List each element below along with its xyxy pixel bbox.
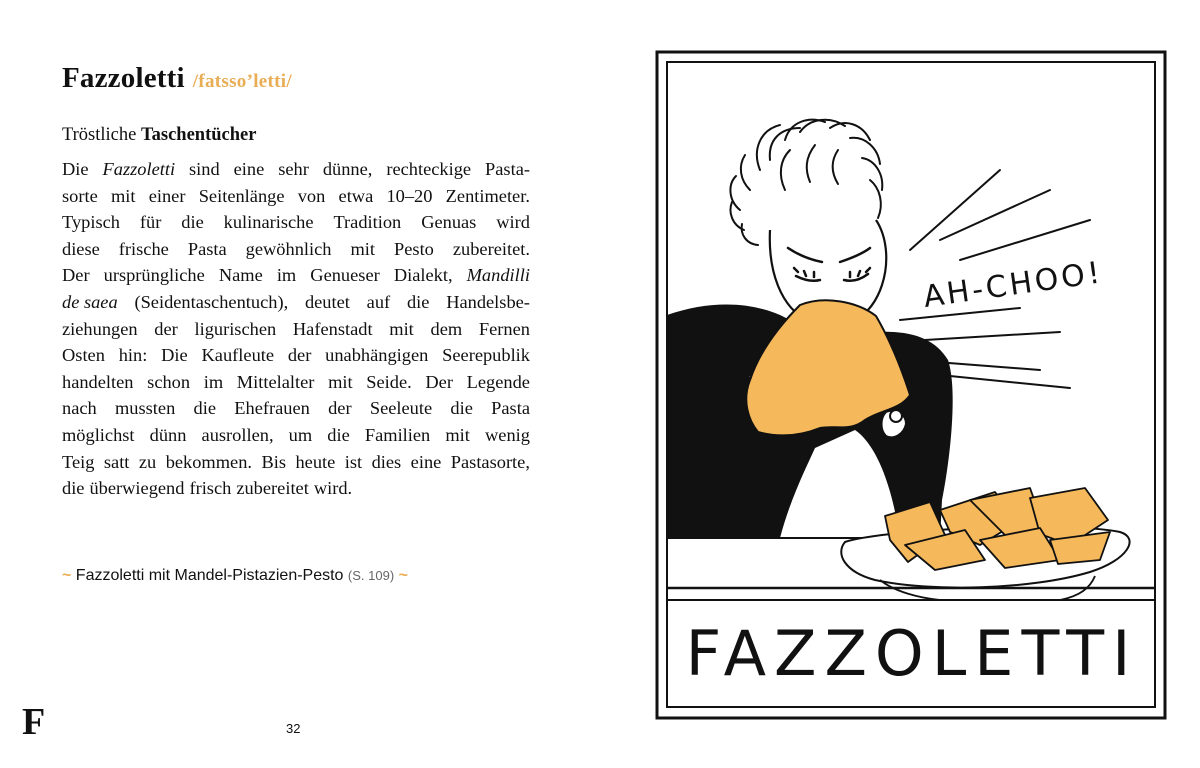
word: mit bbox=[328, 371, 353, 392]
word: die bbox=[62, 478, 85, 499]
word: dies bbox=[371, 451, 402, 472]
word: Typisch bbox=[62, 212, 120, 233]
word: (Seidentaschentuch), bbox=[134, 291, 289, 312]
subtitle-prefix: Tröstliche bbox=[62, 125, 141, 145]
word: gewöhnlich bbox=[245, 238, 332, 259]
word: satt bbox=[103, 451, 130, 472]
word: Pesto bbox=[394, 238, 434, 259]
word: möglichst bbox=[62, 424, 135, 445]
word: Dialekt, bbox=[393, 265, 453, 286]
word: dem bbox=[430, 318, 463, 339]
word: frische bbox=[118, 238, 169, 259]
word: um bbox=[288, 424, 313, 445]
word: für bbox=[139, 212, 162, 233]
word: wenig bbox=[485, 424, 530, 445]
word: Tradition bbox=[333, 212, 402, 233]
word: heute bbox=[295, 451, 336, 472]
word: Pastasorte, bbox=[450, 451, 530, 472]
word: Teig bbox=[62, 451, 95, 472]
word: ziehungen bbox=[62, 318, 138, 339]
word: mit bbox=[110, 185, 136, 206]
word: der bbox=[328, 398, 352, 419]
recipe-page-ref: (S. 109) bbox=[347, 568, 395, 583]
word: eine bbox=[233, 159, 265, 179]
subtitle-bold: Taschentücher bbox=[140, 125, 257, 145]
word: im bbox=[276, 265, 297, 286]
word: bekommen. bbox=[165, 451, 253, 472]
body-line bbox=[62, 316, 530, 343]
body-line bbox=[62, 209, 530, 236]
word: frisch bbox=[189, 478, 232, 499]
word: deutet bbox=[304, 291, 350, 312]
word: mit bbox=[445, 424, 470, 445]
section-letter: F bbox=[22, 701, 46, 743]
recipe-link-text: Fazzoletti mit Mandel-Pistazien-Pesto bbox=[75, 567, 344, 584]
word: Hafenstadt bbox=[292, 318, 373, 339]
word: Ehefrauen bbox=[234, 398, 310, 419]
word: Handelsbe- bbox=[446, 291, 530, 312]
word: zubereitet bbox=[236, 478, 309, 499]
pronunciation: /fatsso’letti/ bbox=[192, 71, 292, 92]
word: eine bbox=[410, 451, 442, 472]
word: rechteckige bbox=[386, 159, 472, 179]
word: Pasta bbox=[187, 238, 227, 259]
word: Die bbox=[161, 345, 188, 366]
word: von bbox=[297, 185, 326, 206]
word: Osten bbox=[62, 345, 105, 366]
word: die bbox=[193, 398, 217, 419]
ring-icon bbox=[890, 410, 902, 422]
word: sorte bbox=[62, 185, 98, 206]
italic-word: Fazzoletti bbox=[102, 159, 176, 179]
word: ausrollen, bbox=[201, 424, 274, 445]
body-line bbox=[62, 262, 530, 289]
word: Mittelalter bbox=[236, 371, 315, 392]
word: Fernen bbox=[478, 318, 530, 339]
word: die bbox=[406, 291, 430, 312]
subtitle bbox=[62, 125, 256, 146]
word: zubereitet. bbox=[452, 238, 530, 259]
body-line bbox=[62, 342, 530, 369]
word: ligurischen bbox=[194, 318, 277, 339]
body-line bbox=[62, 236, 530, 263]
body-text bbox=[62, 156, 530, 502]
sneeze-text: AH-CHOO! bbox=[921, 255, 1105, 316]
word: Genueser bbox=[310, 265, 380, 286]
word: dünn bbox=[149, 424, 187, 445]
word: ist bbox=[344, 451, 363, 472]
body-line bbox=[62, 156, 530, 183]
word: Genuas bbox=[421, 212, 477, 233]
recipe-link[interactable] bbox=[62, 567, 408, 585]
poster-svg bbox=[640, 40, 1180, 730]
word: Name bbox=[218, 265, 263, 286]
word: sehr bbox=[278, 159, 309, 179]
word: diese bbox=[62, 238, 100, 259]
word: Pasta- bbox=[485, 159, 530, 179]
word: sind bbox=[189, 159, 220, 179]
word: dünne, bbox=[322, 159, 373, 179]
word: Seeleute bbox=[369, 398, 433, 419]
word: im bbox=[203, 371, 224, 392]
word: Seitenlänge bbox=[198, 185, 285, 206]
word: Seide. bbox=[366, 371, 412, 392]
word: mit bbox=[389, 318, 414, 339]
word: Legende bbox=[466, 371, 530, 392]
body-line bbox=[62, 183, 530, 210]
word: die bbox=[181, 212, 204, 233]
word: einer bbox=[148, 185, 186, 206]
word: wird. bbox=[313, 478, 353, 499]
tilde-right: ~ bbox=[398, 567, 408, 584]
word: Zentimeter. bbox=[445, 185, 530, 206]
word: Kaufleute bbox=[201, 345, 275, 366]
word: schon bbox=[147, 371, 191, 392]
word: wird bbox=[496, 212, 530, 233]
title-word: Fazzoletti bbox=[62, 62, 185, 94]
word: handelten bbox=[62, 371, 134, 392]
word: Der bbox=[62, 265, 90, 286]
page-title bbox=[62, 62, 292, 95]
word: Seerepublik bbox=[442, 345, 530, 366]
poster-caption: FAZZOLETTI bbox=[685, 617, 1139, 690]
word: Die bbox=[62, 159, 89, 179]
word: kulinarische bbox=[223, 212, 314, 233]
body-line bbox=[62, 395, 530, 422]
word: der bbox=[154, 318, 178, 339]
body-line bbox=[62, 422, 530, 449]
word: zu bbox=[138, 451, 157, 472]
word: die bbox=[327, 424, 350, 445]
illustration-poster bbox=[640, 40, 1180, 730]
tilde-left: ~ bbox=[62, 567, 72, 584]
italic-word: de saea bbox=[62, 291, 118, 312]
italic-word: Mandilli bbox=[466, 265, 530, 286]
word: der bbox=[287, 345, 312, 366]
word: mussten bbox=[114, 398, 176, 419]
word: überwiegend bbox=[89, 478, 185, 499]
word: Pasta bbox=[491, 398, 530, 419]
word: Familien bbox=[364, 424, 431, 445]
word: ursprüngliche bbox=[103, 265, 205, 286]
word: Bis bbox=[261, 451, 287, 472]
word: die bbox=[450, 398, 473, 419]
word: Der bbox=[425, 371, 453, 392]
body-line bbox=[62, 369, 530, 396]
page-number: 32 bbox=[286, 721, 301, 736]
body-line bbox=[62, 289, 530, 316]
word: auf bbox=[366, 291, 391, 312]
word: unabhängigen bbox=[325, 345, 429, 366]
body-line bbox=[62, 475, 530, 502]
word: mit bbox=[350, 238, 376, 259]
body-line bbox=[62, 449, 530, 476]
word: etwa bbox=[338, 185, 374, 206]
word: nach bbox=[62, 398, 97, 419]
word: hin: bbox=[118, 345, 148, 366]
word: 10–20 bbox=[386, 185, 433, 206]
